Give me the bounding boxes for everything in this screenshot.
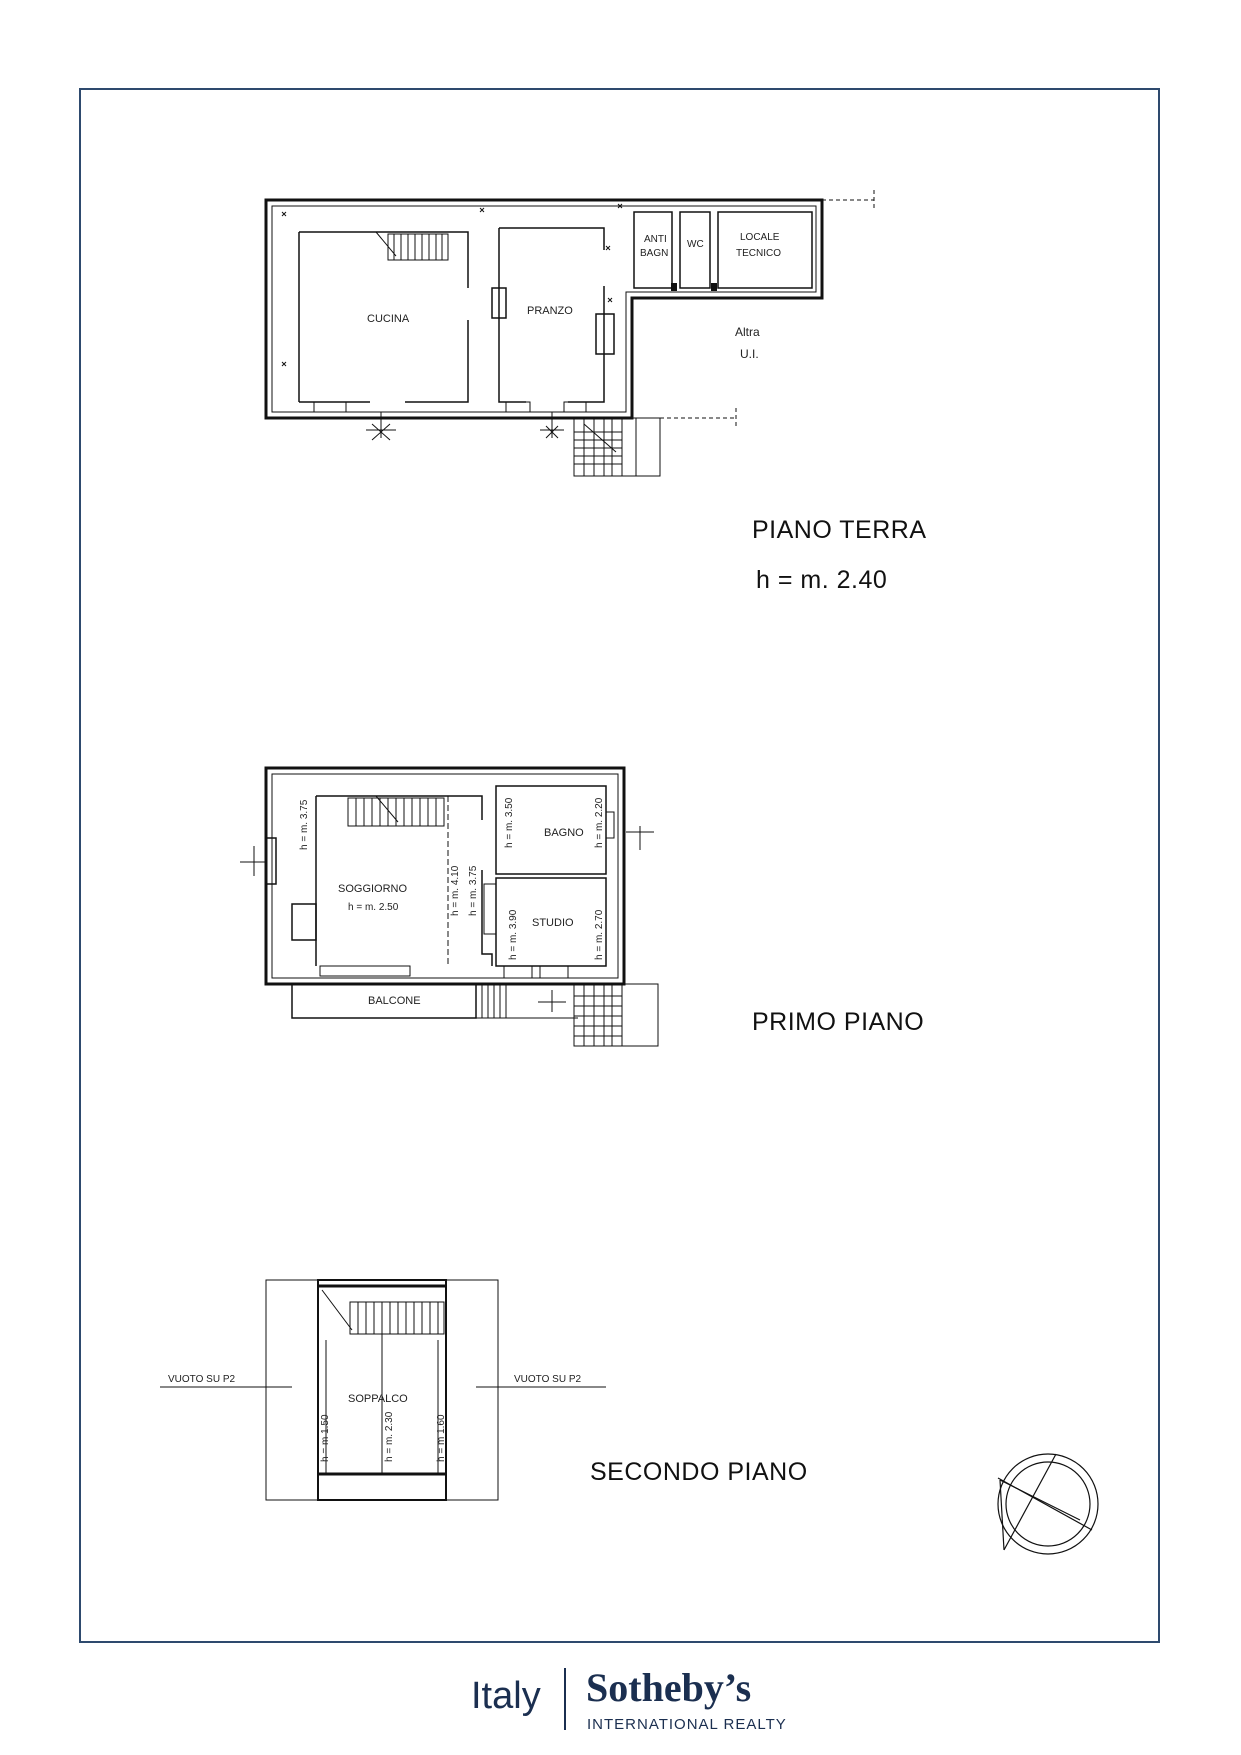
height-160: h = m 1.60: [436, 1414, 447, 1462]
first-floor-outer-wall: [266, 768, 624, 984]
footer-brand-logo: Sotheby’s: [586, 1665, 752, 1710]
footer-divider: [564, 1668, 566, 1730]
height-390: h = m. 3.90: [508, 909, 519, 960]
room-label-anti: ANTI: [644, 234, 667, 245]
room-label-locale: LOCALE: [740, 232, 780, 243]
ground-floor-outdoor-stair: [574, 418, 660, 476]
height-230: h = m. 2.30: [384, 1411, 395, 1462]
ground-floor-plan: [266, 190, 874, 476]
soggiorno-height: h = m. 2.50: [348, 902, 399, 913]
cucina-stair: [376, 232, 448, 260]
door-swing-markers: [366, 412, 564, 440]
room-label-balcone: BALCONE: [368, 995, 421, 1007]
ground-floor-height-note: h = m. 2.40: [756, 566, 888, 594]
footer-region-label: Italy: [471, 1675, 541, 1717]
height-350: h = m. 3.50: [504, 797, 515, 848]
second-floor-title: SECONDO PIANO: [590, 1458, 808, 1486]
second-floor-plan: [160, 1280, 606, 1500]
soggiorno-stair: [348, 796, 444, 826]
room-label-wc: WC: [687, 239, 704, 250]
height-410: h = m. 4.10: [450, 865, 461, 916]
height-220: h = m. 2.20: [594, 797, 605, 848]
footer-brand-subtitle: INTERNATIONAL REALTY: [587, 1716, 787, 1733]
label-vuoto-left: VUOTO SU P2: [168, 1374, 236, 1385]
label-ui: U.I.: [740, 347, 759, 361]
height-150: h = m 1.50: [320, 1414, 331, 1462]
soppalco-stair: [322, 1290, 444, 1334]
room-label-tecnico: TECNICO: [736, 248, 781, 259]
height-270: h = m. 2.70: [594, 909, 605, 960]
north-arrow-icon: [998, 1454, 1098, 1554]
room-label-bagno: BAGN: [640, 248, 669, 259]
first-floor-outdoor-stair: [574, 984, 658, 1046]
ground-floor-title: PIANO TERRA: [752, 516, 927, 544]
pranzo-fireplace: [596, 314, 614, 354]
label-altra: Altra: [735, 325, 760, 339]
first-floor-title: PRIMO PIANO: [752, 1008, 925, 1036]
room-label-bagno-first: BAGNO: [544, 827, 584, 839]
wc-room: [680, 212, 710, 288]
room-label-cucina: CUCINA: [367, 313, 410, 325]
room-label-studio: STUDIO: [532, 917, 574, 929]
room-label-soppalco: SOPPALCO: [348, 1393, 408, 1405]
height-375-left: h = m. 3.75: [299, 799, 310, 850]
room-label-pranzo: PRANZO: [527, 305, 573, 317]
room-label-soggiorno: SOGGIORNO: [338, 883, 408, 895]
label-vuoto-right: VUOTO SU P2: [514, 1374, 582, 1385]
height-375-mid: h = m. 3.75: [468, 865, 479, 916]
